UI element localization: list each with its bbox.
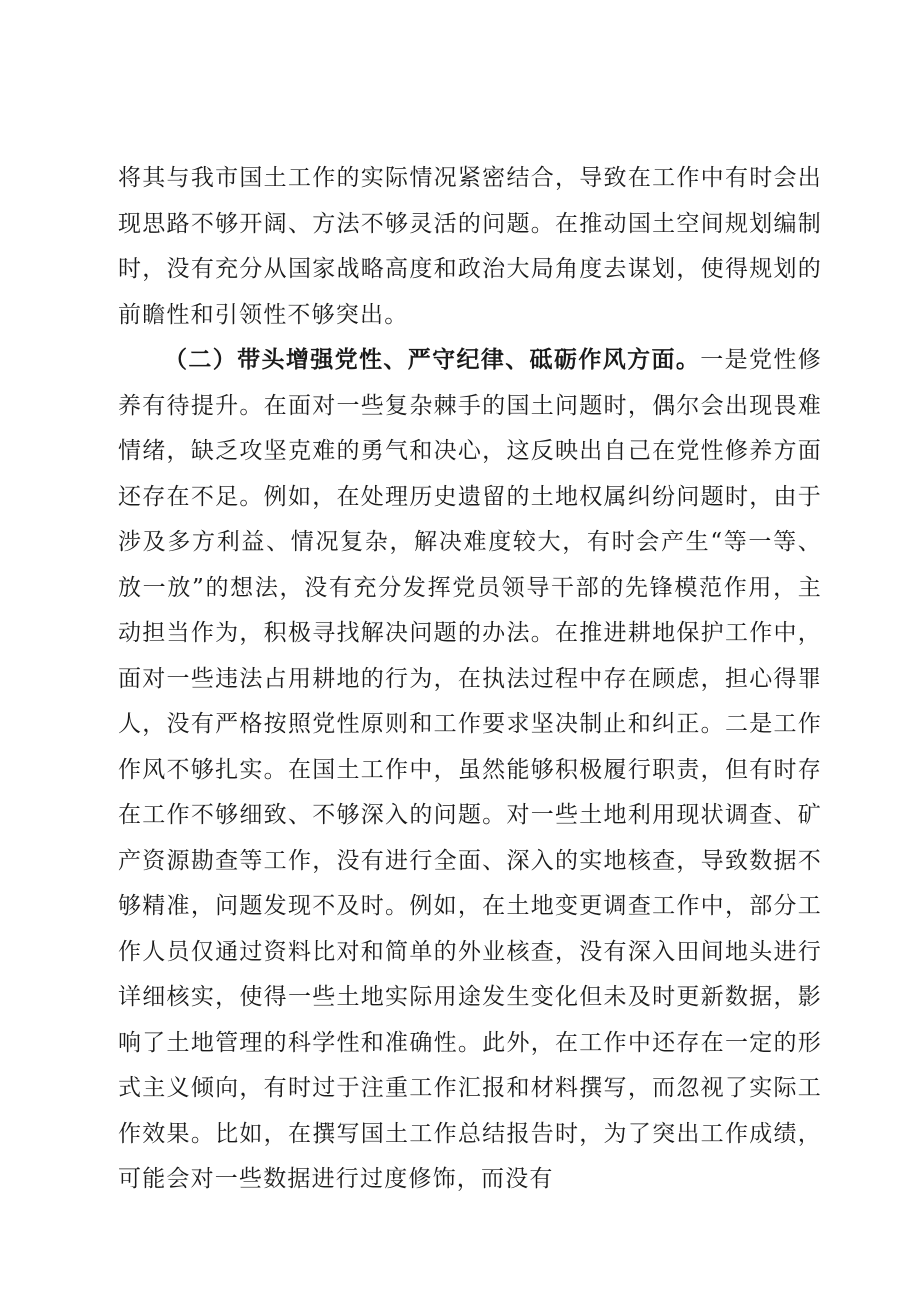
section-heading: （二）带头增强党性、严守纪律、砥砺作风方面。 (164, 347, 701, 373)
paragraph-continued: 将其与我市国土工作的实际情况紧密结合，导致在工作中有时会出现思路不够开阔、方法不够灵活的问题。在推动国土空间规划编制时，没有充分从国家战略高度和政治大局角度去谋划，使得规划的前瞻性和引领性不够突出。 (118, 165, 822, 328)
document-body (118, 156, 822, 1203)
section-body-text: 一是党性修养有待提升。在面对一些复杂棘手的国土问题时，偶尔会出现畏难情绪，缺乏攻坚克难的勇气和决心，这反映出自己在党性修养方面还存在不足。例如，在处理历史遗留的土地权属纠纷问题时，由于涉及多方利益、情况复杂，解决难度较大，有时会产生“等一等、放一放”的想法，没有充分发挥党员领导干部的先锋模范作用，主动担当作为，积极寻找解决问题的办法。在推进耕地保护工作中，面对一些违法占用耕地的行为，在执法过程中存在顾虑，担心得罪人，没有严格按照党性原则和工作要求坚决制止和纠正。二是工作作风不够扎实。在国土工作中，虽然能够积极履行职责，但有时存在工作不够细致、不够深入的问题。对一些土地利用现状调查、矿产资源勘查等工作，没有进行全面、深入的实地核查，导致数据不够精准，问题发现不及时。例如，在土地变更调查工作中，部分工作人员仅通过资料比对和简单的外业核查，没有深入田间地头进行详细核实，使得一些土地实际用途发生变化但未及时更新数据，影响了土地管理的科学性和准确性。此外，在工作中还存在一定的形式主义倾向，有时过于注重工作汇报和材料撰写，而忽视了实际工作效果。比如，在撰写国土工作总结报告时，为了突出工作成绩，可能会对一些数据进行过度修饰，而没有 (118, 347, 823, 1192)
paragraph-section-two (118, 338, 822, 1203)
